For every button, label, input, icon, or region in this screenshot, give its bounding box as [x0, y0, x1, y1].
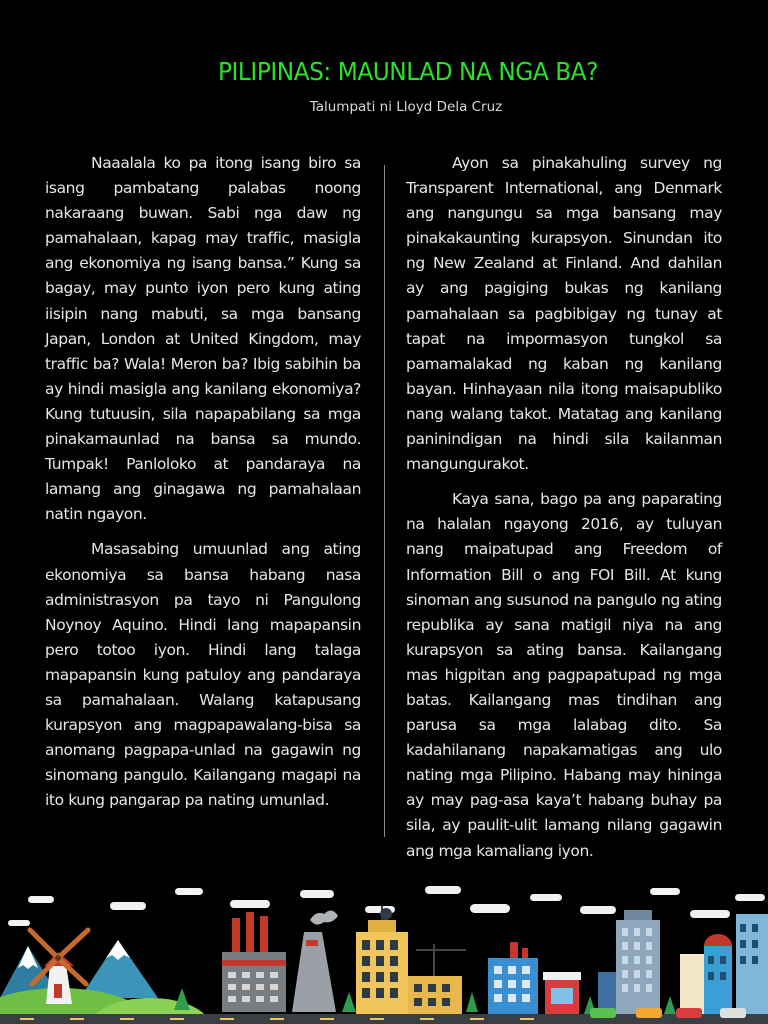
column-divider: [384, 165, 385, 837]
building-icon: [356, 906, 466, 1016]
paragraph: Naaalala ko pa itong isang biro sa isang pambatang palabas noong nakaraang buwan. Sabi nga daw ng pamahalaan, kapag may traffic, masigla ang ekonomiya ng isang bansa.” Kung sa bagay, may punto iyon pero kung ating iisipin nang mabuti, sa mga bansang Japan, London at United Kingdom, may traffic ba? Wala! Meron ba? Ibig sabihin ba ay hindi masigla ang kanilang ekonomiya? Kung tutuusin, sila napapabilang sa mga pinakamaunlad na bansa sa mundo. Tumpak! Panloloko at pandaraya na lamang ang ginagawa ng pamahalaan natin ngayon.: [45, 154, 361, 524]
building-icon: [598, 910, 660, 1016]
building-icon: [488, 942, 538, 1016]
right-column: [406, 151, 722, 874]
author-line: Talumpati ni Lloyd Dela Cruz: [309, 99, 503, 115]
cityscape-illustration: [0, 880, 768, 1024]
page-title: PILIPINAS: MAUNLAD NA NGA BA?: [217, 57, 598, 86]
building-icon: [543, 972, 581, 1014]
building-icon: [680, 914, 768, 1016]
factory-icon: [222, 910, 338, 1012]
paragraph: Masasabing umuunlad ang ating ekonomiya sa bansa habang nasa administrasyon pa tayo ni Pangulong Noynoy Aquino. Hindi lang mapapansin pero totoo iyon. Hindi lang talaga mapapansin kung patuloy ang pandaraya sa pamahalaan. Walang katapusang kurapsyon ang magpapawalang-bisa sa anomang pagpapa-unlad na gagawin ng sinomang pangulo. Kailangang magapi na ito kung pangarap pa nating umunlad.: [45, 540, 361, 810]
paragraph: Ayon sa pinakahuling survey ng Transparent International, ang Denmark ang nangungu sa mga bansang may pinakakaunting kurapsyon. Sinundan ito ng New Zealand at Finland. And dahilan ay ang pagiging bukas ng kanilang pamahalaan sa pagbibigay ng tunay at tapat na impormasyon tungkol sa pamamalakad ng kaban ng kanilang bayan. Hinhayaan nila itong maisapubliko nang walang takot. Matatag ang kanilang paninindigan na hindi sila kailanman mangungurakot.: [406, 154, 722, 474]
left-column: [45, 151, 361, 823]
paragraph: Kaya sana, bago pa ang paparating na halalan ngayong 2016, ay tuluyan nang maipatupad ang Freedom of Information Bill o ang FOI Bill. At kung sinoman ang susunod na pangulo ng ating republika ay sana matigil niya na ang kurapsyon sa ating bansa. Kailangang mas higpitan ang pagpapatupad ng mga batas. Kailangang mas tindihan ang parusa sa mga lalabag dito. Sa kadahilanang napakamatigas ang ulo nating mga Pilipino. Habang may hininga ay may pag-asa kaya’t habang buhay pa sila, ay paulit-ulit lamang nilang gagawin ang mga kamaliang iyon.: [406, 490, 722, 860]
